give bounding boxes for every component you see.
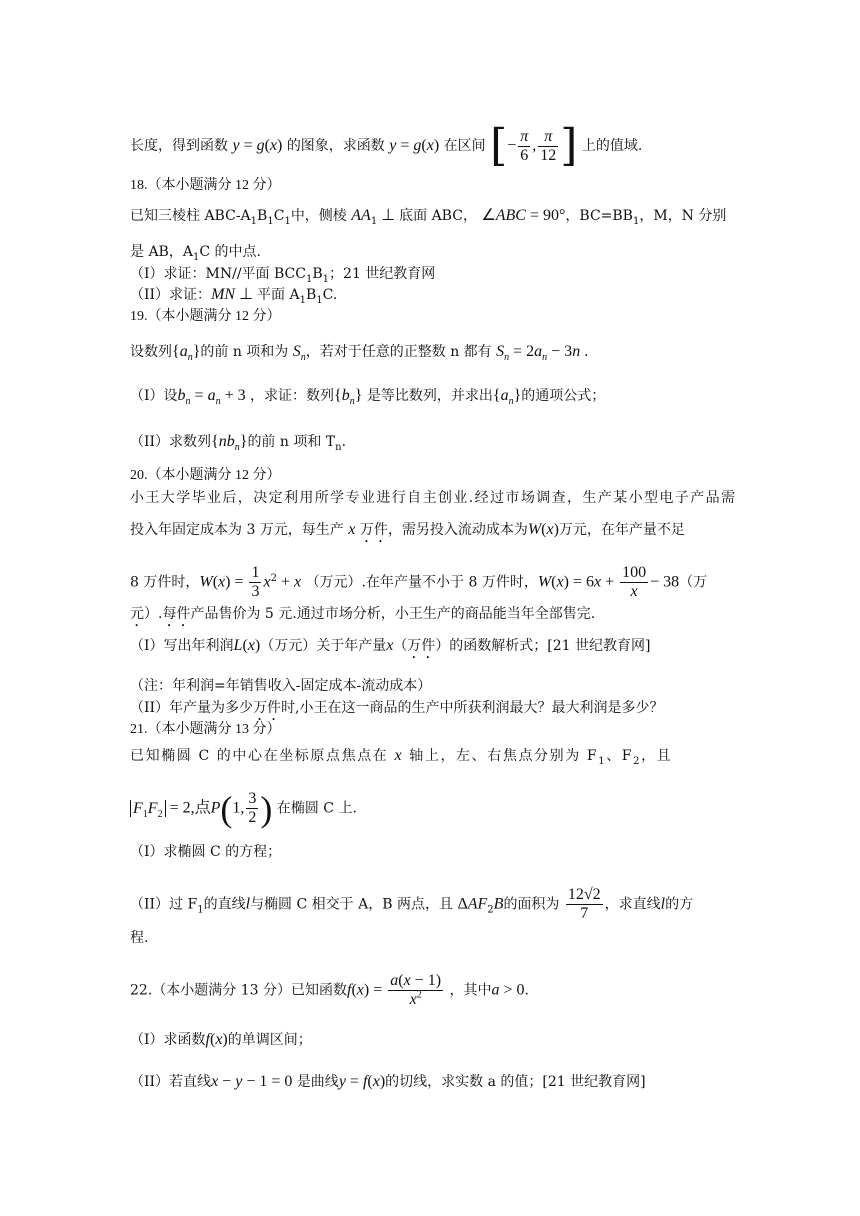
q18-stem-2: 是 AB，$A_1C$ 的中点. [130,244,261,263]
q19-stem: 设数列$\{a_n\}$的前 n 项和为 $S_n$，若对于任意的正整数 n 都有 $S_n = 2a_n - 3n$ . [130,343,589,364]
q18-part-2: （II）求证：MN ⊥ 平面 $A_1B_1C$. [130,286,338,306]
q22-stem: 22.（本小题满分 13 分）已知函数f(x) = $\frac{a(x - 1)}{x^2}$ ，其中a > 0. [130,972,529,1008]
q21-part-2: （II）过 $F_1$的直线l与椭圆 C 相交于 A，B 两点，且 $\Delta AF_2B$的面积为 $\frac{12√2}{7}$ ，求直线l的方 [130,886,694,922]
q17-tail-line: 长度，得到函数 y = g(x) 的图象，求函数 y = g(x) 在区间 [− $\frac{\pi}{6}$ , $\frac{\pi}{12}$ ] 上的值域. [130,120,643,171]
q20-line-3: 8 万件时，W(x) = $\frac{1}{3}$ $x^2 + x$ （万元）.在年产量不小于 8 万件时，W(x) = 6x + $\frac{100}{x}$ − 38（万 [130,564,708,600]
q18-stem: 已知三棱柱 ABC-$A_1B_1C_1$中，侧棱 $AA_1$ ⊥ 底面 ABC， ∠ABC = 90°，$BC=BB_1$，M，N 分别 [130,207,727,227]
q20-part-2: （II）年产量为多少万件时,小王在这一商品的生产中所获利润最大？最大利润是多少？ [130,700,664,716]
q19-part-1: （I）设$b_n = a_n + 3$ ，求证：数列$\{b_n\}$ 是等比数列，并求出$\{a_n\}$的通项公式； [130,387,606,408]
q18-part-1: （I）求证：MN//平面 $BCC_1B_1$；21 世纪教育网 [130,266,436,285]
q20-line-4: 元）.每件产品售价为 5 元.通过市场分析，小王生产的商品能当年全部售完. [130,606,596,622]
q22-part-2: （II）若直线x − y − 1 = 0 是曲线y = f(x)的切线，求实数 a 的值；[21 世纪教育网] [130,1073,646,1090]
q21-heading: 21.（本小题满分 13 分） [130,722,281,737]
q19-heading: 19.（本小题满分 12 分） [130,309,281,324]
q21-line-2: $F_1F_2 = 2$,点P(1, $\frac{3}{2}$ ) 在椭圆 C 上. [130,790,735,827]
q18-heading: 18.（本小题满分 12 分） [130,178,281,193]
q20-line-1: 小王大学毕业后，决定利用所学专业进行自主创业.经过市场调查，生产某小型电子产品需 [130,490,735,506]
q20-part-1: （I）写出年利润L(x)（万元）关于年产量x（万件）的函数解析式；[21 世纪教育网] [130,637,651,654]
q20-note: （注：年利润=年销售收入-固定成本-流动成本） [130,678,432,694]
q21-part-1: （I）求椭圆 C 的方程； [130,844,282,860]
q22-part-1: （I）求函数f(x)的单调区间； [130,1031,312,1048]
q21-tail: 程. [130,930,149,946]
q21-line-1: 已知椭圆 C 的中心在坐标原点焦点在 x 轴上，左、右焦点分别为 $F_1$、$F_2$，且 [130,747,673,767]
q20-line-2: 投入年固定成本为 3 万元，每生产 x 万件，需另投入流动成本为W(x)万元，在年产量不足 [130,521,685,538]
q19-part-2: （II）求数列$\{nb_n\}$的前 n 项和 $T_n$. [130,433,347,454]
q20-heading: 20.（本小题满分 12 分） [130,468,281,483]
